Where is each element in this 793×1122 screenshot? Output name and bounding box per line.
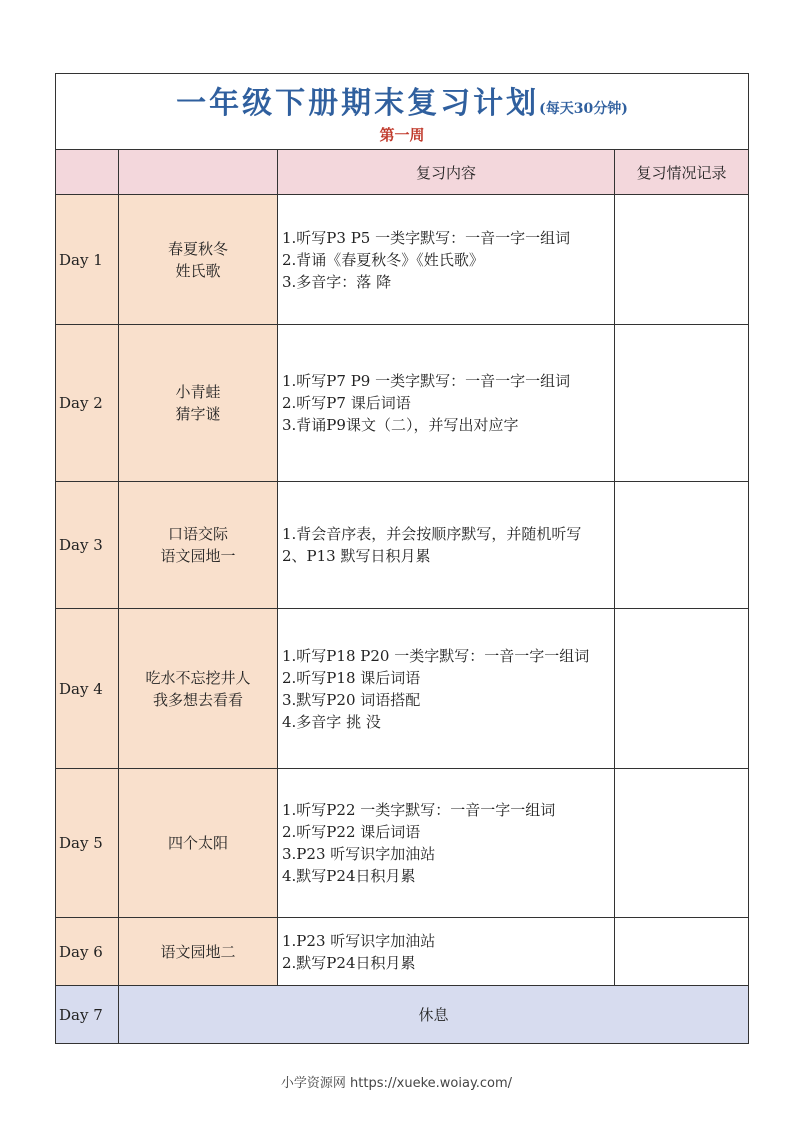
topic: 口语交际	[167, 525, 228, 543]
topic: 猜字谜	[175, 405, 221, 423]
content-cell	[278, 769, 615, 918]
content-item: 3.P23 听写识字加油站	[282, 845, 436, 863]
day-label: Day 1	[56, 195, 119, 325]
topic-cell	[119, 918, 278, 986]
title-note: (每天30分钟)	[539, 101, 628, 117]
content-item: 2.听写P18 课后词语	[282, 668, 421, 687]
table-row	[56, 609, 749, 769]
review-plan-table	[55, 73, 749, 1044]
topic: 语文园地一	[160, 547, 236, 565]
topic-cell	[119, 769, 278, 918]
record-cell[interactable]	[615, 918, 749, 986]
content-cell	[278, 609, 615, 769]
content-item: 1.听写P18 P20 一类字默写：一音一字一组词	[282, 646, 590, 665]
content-item: 1.听写P22 一类字默写：一音一字一组词	[282, 801, 556, 819]
topic: 我多想去看看	[152, 690, 243, 709]
topic: 姓氏歌	[175, 261, 221, 280]
day-label: Day 5	[56, 769, 119, 918]
content-item: 2.听写P7 课后词语	[282, 394, 411, 412]
day-label: Day 3	[56, 482, 119, 609]
page-title: 一年级下册期末复习计划	[176, 86, 540, 121]
topic: 四个太阳	[167, 834, 228, 852]
content-item: 4.多音字 挑 没	[282, 712, 381, 731]
content-item: 1.P23 听写识字加油站	[282, 931, 436, 950]
topic: 春夏秋冬	[167, 239, 228, 258]
topic-cell	[119, 195, 278, 325]
content-item: 2.背诵《春夏秋冬》《姓氏歌》	[282, 250, 484, 269]
day-label: Day 7	[56, 986, 119, 1044]
table-row	[56, 195, 749, 325]
content-cell	[278, 482, 615, 609]
topic-cell	[119, 325, 278, 482]
content-item: 3.背诵P9课文（二），并写出对应字	[282, 416, 519, 434]
record-cell[interactable]	[615, 609, 749, 769]
header-content: 复习内容	[278, 150, 615, 195]
topic: 吃水不忘挖井人	[145, 668, 251, 687]
table-row-day7	[56, 986, 749, 1044]
record-cell[interactable]	[615, 769, 749, 918]
title-cell	[56, 74, 749, 150]
day-label: Day 2	[56, 325, 119, 482]
header-day	[56, 150, 119, 195]
content-item: 2.听写P22 课后词语	[282, 823, 421, 841]
content-cell	[278, 918, 615, 986]
record-cell[interactable]	[615, 325, 749, 482]
header-topic	[119, 150, 278, 195]
topic: 语文园地二	[160, 942, 236, 961]
header-record: 复习情况记录	[615, 150, 749, 195]
content-item: 1.背会音序表，并会按顺序默写，并随机听写	[282, 525, 582, 543]
week-label: 第一周	[379, 126, 425, 144]
day-label: Day 4	[56, 609, 119, 769]
content-item: 2.默写P24日积月累	[282, 953, 416, 972]
record-cell[interactable]	[615, 482, 749, 609]
record-cell[interactable]	[615, 195, 749, 325]
content-cell	[278, 325, 615, 482]
table-row	[56, 325, 749, 482]
table-row	[56, 918, 749, 986]
content-item: 3.多音字：落 降	[282, 272, 392, 291]
header-row	[56, 150, 749, 195]
content-item: 1.听写P7 P9 一类字默写：一音一字一组词	[282, 372, 571, 390]
topic-cell	[119, 482, 278, 609]
content-item: 4.默写P24日积月累	[282, 867, 416, 885]
content-item: 2、P13 默写日积月累	[282, 547, 431, 565]
table-row	[56, 769, 749, 918]
footer-source: 小学资源网 https://xueke.woiay.com/	[280, 1076, 513, 1091]
content-item: 1.听写P3 P5 一类字默写：一音一字一组词	[282, 228, 571, 247]
content-cell	[278, 195, 615, 325]
rest-label: 休息	[119, 986, 749, 1044]
content-item: 3.默写P20 词语搭配	[282, 690, 421, 709]
topic: 小青蛙	[175, 383, 221, 401]
table-row	[56, 482, 749, 609]
day-label: Day 6	[56, 918, 119, 986]
topic-cell	[119, 609, 278, 769]
